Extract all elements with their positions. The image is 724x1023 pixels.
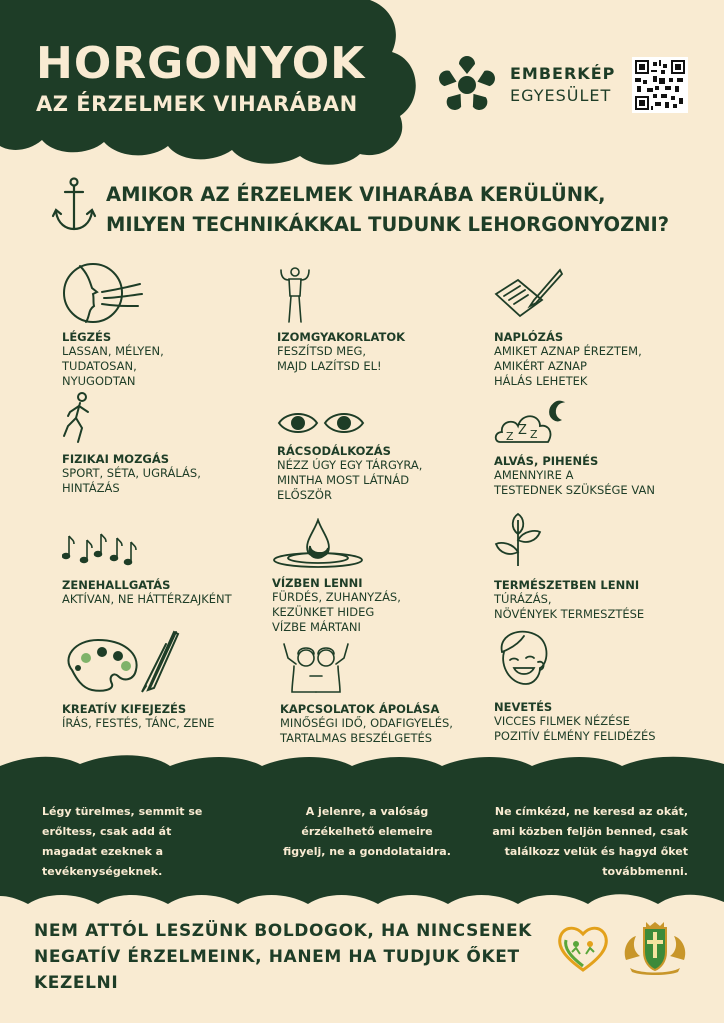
technique-name: IZOMGYAKORLATOK [277,330,406,344]
technique-description: AKTÍVAN, NE HÁTTÉRZAJKÉNT [62,592,232,606]
svg-text:Z: Z [506,430,514,443]
muscle-figure-icon [277,266,313,324]
technique-name: NEVETÉS [494,700,553,714]
journal-pen-icon [494,268,564,320]
technique-description: SPORT, SÉTA, UGRÁLÁS, HINTÁZÁS [62,466,201,495]
technique-description: MINŐSÉGI IDŐ, ODAFIGYELÉS, TARTALMAS BESZÉLGETÉS [280,716,453,745]
question-line-2: MILYEN TECHNIKÁKKAL TUDUNK LEHORGONYOZNI? [106,213,670,236]
tip-acceptance: Ne címkézd, ne keresd az okát, ami közben feljön benned, csak találkozz velük és hagyd őket továbbmenni. [492,805,688,878]
org-name: EMBERKÉP [510,64,616,83]
technique-description: FESZÍTSD MEG, MAJD LAZÍTSD EL! [277,344,382,373]
qr-code-icon[interactable] [632,57,688,113]
question-line-1: AMIKOR AZ ÉRZELMEK VIHARÁBA KERÜLÜNK, [106,183,606,206]
closing-statement: NEM ATTÓL LESZÜNK BOLDOGOK, HA NINCSENEK NEGATÍV ÉRZELMEINK, HANEM HA TUDJUK ŐKET KEZELNI [34,921,532,993]
technique-name: LÉGZÉS [62,330,112,344]
technique-description: NÉZZ ÚGY EGY TÁRGYRA, MINTHA MOST LÁTNÁD ELŐSZÖR [277,458,423,502]
org-subname: EGYESÜLET [510,86,612,105]
technique-name: FIZIKAI MOZGÁS [62,452,170,466]
technique-description: FÜRDÉS, ZUHANYZÁS, KEZÜNKET HIDEG VÍZBE MÁRTANI [272,590,401,634]
anchor-icon [50,176,98,234]
eyes-icon [277,408,365,438]
friends-hug-icon [280,640,352,694]
technique-description: TÚRÁZÁS, NÖVÉNYEK TERMESZTÉSE [494,592,645,621]
music-notes-icon [62,530,138,566]
runner-icon [62,392,94,444]
technique-description: ÍRÁS, FESTÉS, TÁNC, ZENE [62,716,215,730]
paint-palette-icon [62,630,182,694]
technique-description: AMIKET AZNAP ÉREZTEM, AMIKÉRT AZNAP HÁLÁS LEHETEK [494,344,642,388]
technique-description: LASSAN, MÉLYEN, TUDATOSAN, NYUGODTAN [62,344,164,388]
technique-description: VICCES FILMEK NÉZÉSE POZITÍV ÉLMÉNY FELIDÉZÉS [494,714,656,743]
technique-name: KAPCSOLATOK ÁPOLÁSA [280,702,440,716]
technique-description: AMENNYIRE A TESTEDNEK SZÜKSÉGE VAN [494,468,655,497]
technique-name: KREATÍV KIFEJEZÉS [62,702,187,716]
page-title: HORGONYOK [36,38,366,89]
technique-name: TERMÉSZETBEN LENNI [494,578,640,592]
technique-name: NAPLÓZÁS [494,330,564,344]
page-subtitle: AZ ÉRZELMEK VIHARÁBAN [36,92,358,116]
water-drop-icon [272,518,364,568]
svg-text:Z: Z [530,428,538,441]
breathing-face-icon [62,262,144,324]
technique-name: VÍZBEN LENNI [272,576,363,590]
sleep-moon-icon [494,398,570,446]
laughing-face-icon [494,628,550,690]
svg-text:Z: Z [518,423,527,438]
technique-name: RÁCSODÁLKOZÁS [277,444,391,458]
coat-of-arms-icon [620,920,690,976]
main-question [106,180,706,240]
emberkep-logo-icon [436,54,498,116]
partner-heart-logo-icon [556,922,610,974]
technique-name: ZENEHALLGATÁS [62,578,171,592]
technique-name: ALVÁS, PIHENÉS [494,454,599,468]
tip-present: A jelenre, a valóság érzékelhető elemeire figyelj, ne a gondolataidra. [283,805,451,858]
tip-patience: Légy türelmes, semmit se erőltess, csak add át magadat ezeknek a tevékenységeknek. [42,805,203,878]
leaf-plant-icon [494,510,544,568]
